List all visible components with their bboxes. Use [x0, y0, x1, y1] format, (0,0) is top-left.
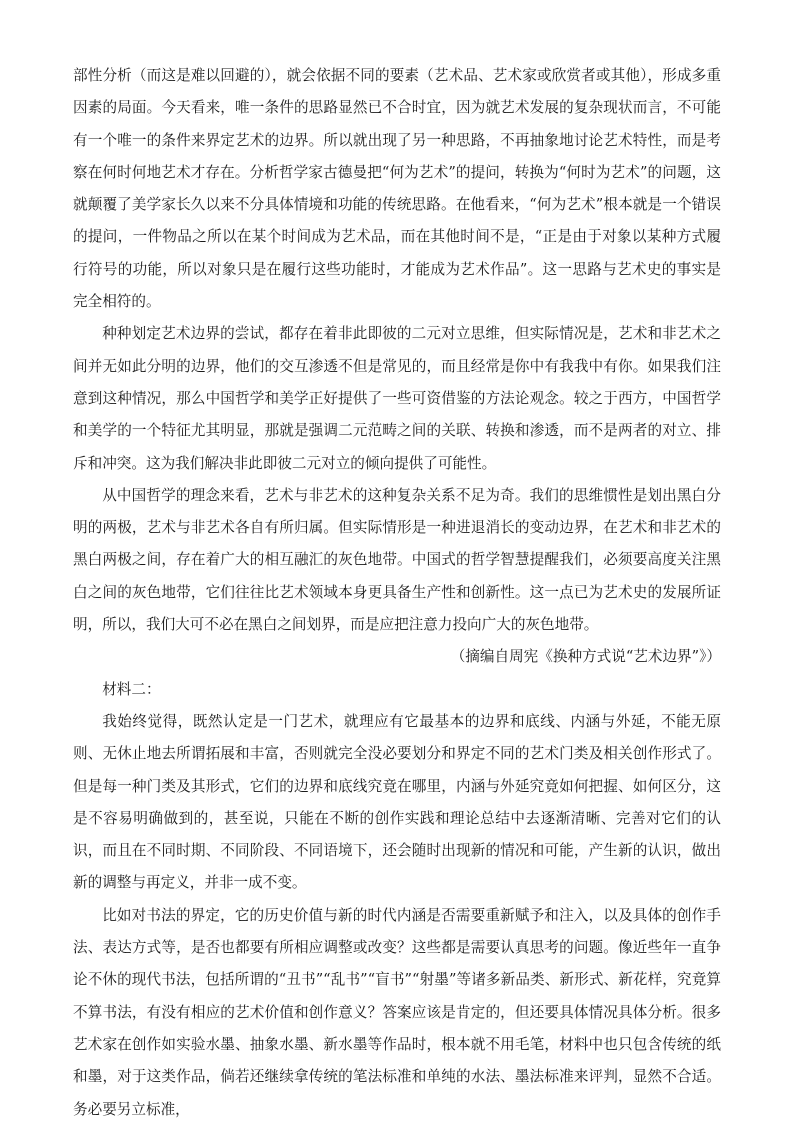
paragraph-2: 种种划定艺术边界的尝试，都存在着非此即彼的二元对立思维，但实际情况是，艺术和非艺术之间并无如此分明的边界，他们的交互渗透不但是常见的，而且经常是你中有我我中有你。如果我们注意到这种情况，那么中国哲学和美学正好提供了一些可资借鉴的方法论观念。较之于西方，中国哲学和美学的一个特征尤其明显，那就是强调二元范畴之间的关联、转换和渗透，而不是两者的对立、排斥和冲突。这为我们解决非此即彼二元对立的倾向提供了可能性。	[73, 325, 721, 472]
material-two-heading: 材料二：	[102, 680, 161, 698]
paragraph-3: 从中国哲学的理念来看，艺术与非艺术的这种复杂关系不足为奇。我们的思维惯性是划出黑白分明的两极，艺术与非艺术各自有所归属。但实际情形是一种进退消长的变动边界，在艺术和非艺术的黑白两极之间，存在着广大的相互融汇的灰色地带。中国式的哲学智慧提醒我们，必须要高度关注黑白之间的灰色地带，它们往往比艺术领域本身更具备生产性和创新性。这一点已为艺术史的发展所证明，所以，我们大可不必在黑白之间划界，而是应把注意力投向广大的灰色地带。	[73, 486, 721, 634]
paragraph-4: 我始终觉得，既然认定是一门艺术，就理应有它最基本的边界和底线、内涵与外延，不能无原则、无休止地去所谓拓展和丰富，否则就完全没必要划分和界定不同的艺术门类及相关创作形式了。但是每一种门类及其形式，它们的边界和底线究竟在哪里，内涵与外延究竟如何把握、如何区分，这是不容易明确做到的，甚至说，只能在不断的创作实践和理论总结中去逐渐清晰、完善对它们的认识，而且在不同时期、不同阶段、不同语境下，还会随时出现新的情况和可能，产生新的认识，做出新的调整与再定义，并非一成不变。	[73, 712, 721, 892]
paragraph-5: 比如对书法的界定，它的历史价值与新的时代内涵是否需要重新赋予和注入，以及具体的创作手法、表达方式等，是否也都要有所相应调整或改变？这些都是需要认真思考的问题。像近些年一直争论不休的现代书法，包括所谓的“丑书”“乱书”“盲书”“射墨”等诸多新品类、新形式、新花样，究竟算不算书法，有没有相应的艺术价值和创作意义？答案应该是肯定的，但还要具体情况具体分析。很多艺术家在创作如实验水墨、抽象水墨、新水墨等作品时，根本就不用毛笔，材料中也只包含传统的纸和墨，对于这类作品，倘若还继续拿传统的笔法标准和单纯的水法、墨法标准来评判，显然不合适。务必要另立标准，	[73, 906, 721, 1118]
paragraph-1: 部性分析（而这是难以回避的），就会依据不同的要素（艺术品、艺术家或欣赏者或其他），形成多重因素的局面。今天看来，唯一条件的思路显然已不合时宜，因为就艺术发展的复杂现状而言，不可能有一个唯一的条件来界定艺术的边界。所以就出现了另一种思路，不再抽象地讨论艺术特性，而是考察在何时何地艺术才存在。分析哲学家古德曼把“何为艺术”的提问，转换为“何时为艺术”的问题，这就颠覆了美学家长久以来不分具体情境和功能的传统思路。在他看来，“何为艺术”根本就是一个错误的提问，一件物品之所以在某个时间成为艺术品，而在其他时间不是，“正是由于对象以某种方式履行符号的功能，所以对象只是在履行这些功能时，才能成为艺术作品”。这一思路与艺术史的事实是完全相符的。	[73, 67, 721, 311]
document-page	[73, 60, 721, 1126]
source-citation: （摘编自周宪《换种方式说“艺术边界”》）	[450, 648, 721, 666]
